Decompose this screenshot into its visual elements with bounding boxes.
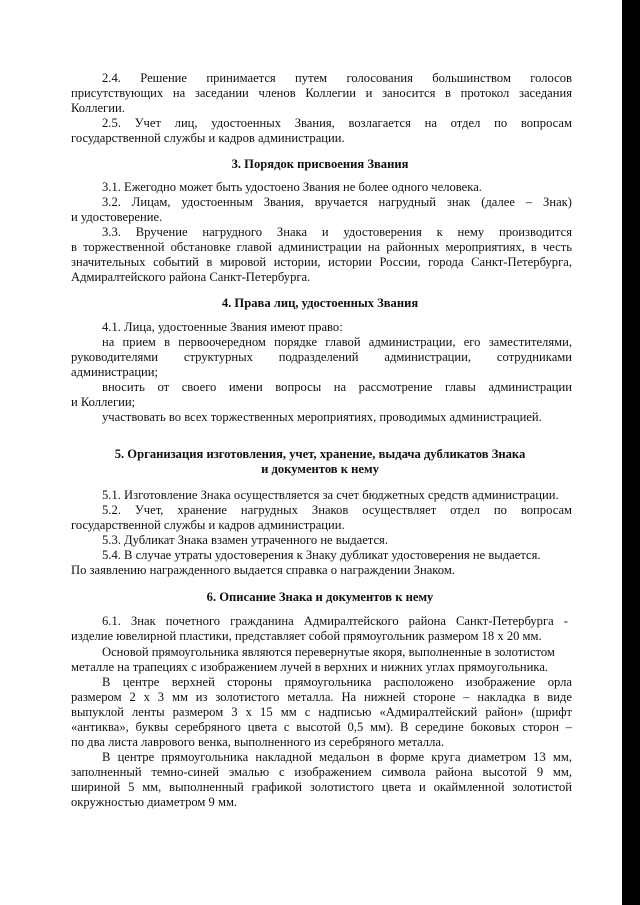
paragraph-5-1: 5.1. Изготовление Знака осуществляется за счет бюджетных средств администрации. (102, 488, 559, 502)
scan-border (622, 0, 640, 905)
paragraph-4-1-item-2-line-1: вносить от своего имени вопросы на рассмотрение главы администрации (102, 380, 572, 394)
paragraph-3-3-line-1: 3.3. Вручение нагрудного Знака и удостоверения к нему производится (102, 225, 572, 239)
paragraph-6-1-line-2: изделие ювелирной пластики, представляет собой прямоугольник размером 18 х 20 мм. (71, 629, 542, 643)
paragraph-3-2-line-2: и удостоверение. (71, 210, 163, 224)
paragraph-6-1-line-1: 6.1. Знак почетного гражданина Адмиралтейского района Санкт-Петербурга - (102, 614, 568, 628)
paragraph-3-3-line-3: значительных событий в мировой истории, истории России, города Санкт-Петербурга, (71, 255, 572, 269)
section-4-heading: 4. Права лиц, удостоенных Звания (221, 296, 419, 310)
paragraph-6-4-line-4: окружностью диаметром 9 мм. (71, 795, 238, 809)
paragraph-3-3-line-4: Адмиралтейского района Санкт-Петербурга. (71, 270, 311, 284)
paragraph-6-2-line-2: металле на трапециях с изображением лучей в верхних и нижних углах прямоугольника. (71, 660, 549, 674)
paragraph-6-4-line-2: заполненный темно-синей эмалью с изображением символа района высотой 9 мм, (71, 765, 572, 779)
paragraph-6-4-line-3: шириной 5 мм, выполненный графикой золотистого цвета и окаймленной золотистой (71, 780, 572, 794)
paragraph-4-1: 4.1. Лица, удостоенные Звания имеют право: (102, 320, 343, 334)
paragraph-4-1-item-1-line-3: администрации; (71, 365, 159, 379)
paragraph-5-2-line-1: 5.2. Учет, хранение нагрудных Знаков осуществляет отдел по вопросам (102, 503, 572, 517)
paragraph-2-5-line-2: государственной службы и кадров администрации. (71, 131, 345, 145)
paragraph-4-1-item-1-line-2: руководителями структурных подразделений администрации, сотрудниками (71, 350, 572, 364)
section-5-heading: 5. Организация изготовления, учет, хранение, выдача дубликатов Знака (114, 447, 526, 461)
section-5-heading-line-2: и документов к нему (261, 462, 379, 476)
paragraph-6-3-line-4: «антиква», буквы серебряного цвета с высотой 0,5 мм). В середине боковых сторон – (71, 720, 572, 734)
paragraph-3-1: 3.1. Ежегодно может быть удостоено Звания не более одного человека. (102, 180, 482, 194)
paragraph-6-4-line-1: В центре прямоугольника накладной медальон в форме круга диаметром 13 мм, (102, 750, 572, 764)
paragraph-5-3: 5.3. Дубликат Знака взамен утраченного не выдается. (102, 533, 388, 547)
paragraph-5-2-line-2: государственной службы и кадров администрации. (71, 518, 345, 532)
section-3-heading: 3. Порядок присвоения Звания (231, 157, 409, 171)
paragraph-6-3-line-3: выпуклой ленты размером 3 х 15 мм с надписью «Адмиралтейский район» (шрифт (71, 705, 572, 719)
paragraph-4-1-item-3: участвовать во всех торжественных мероприятиях, проводимых администрацией. (102, 410, 542, 424)
paragraph-2-4-line-3: Коллегии. (71, 101, 125, 115)
paragraph-2-4-line-1: 2.4. Решение принимается путем голосования большинством голосов (102, 71, 572, 85)
paragraph-2-4-line-2: присутствующих на заседании членов Коллегии и заносится в протокол заседания (71, 86, 572, 100)
paragraph-6-2-line-1: Основой прямоугольника являются перевернутые якоря, выполненные в золотистом (102, 645, 555, 659)
section-6-heading: 6. Описание Знака и документов к нему (206, 590, 434, 604)
paragraph-6-3-line-1: В центре верхней стороны прямоугольника расположено изображение орла (102, 675, 572, 689)
paragraph-4-1-item-2-line-2: и Коллегии; (71, 395, 136, 409)
paragraph-3-2-line-1: 3.2. Лицам, удостоенным Звания, вручается нагрудный знак (далее – Знак) (102, 195, 572, 209)
paragraph-4-1-item-1-line-1: на прием в первоочередном порядке главой администрации, его заместителями, (102, 335, 572, 349)
paragraph-6-3-line-2: размером 2 х 3 мм из золотистого металла. На нижней стороне – накладка в виде (71, 690, 572, 704)
paragraph-5-4-line-2: По заявлению награжденного выдается справка о награждении Знаком. (71, 563, 455, 577)
paragraph-2-5-line-1: 2.5. Учет лиц, удостоенных Звания, возлагается на отдел по вопросам (102, 116, 572, 130)
paragraph-5-4-line-1: 5.4. В случае утраты удостоверения к Знаку дубликат удостоверения не выдается. (102, 548, 541, 562)
paragraph-6-3-line-5: по два листа лаврового венка, выполненного из серебряного металла. (71, 735, 445, 749)
paragraph-3-3-line-2: в торжественной обстановке главой администрации на районных мероприятиях, в честь (71, 240, 572, 254)
